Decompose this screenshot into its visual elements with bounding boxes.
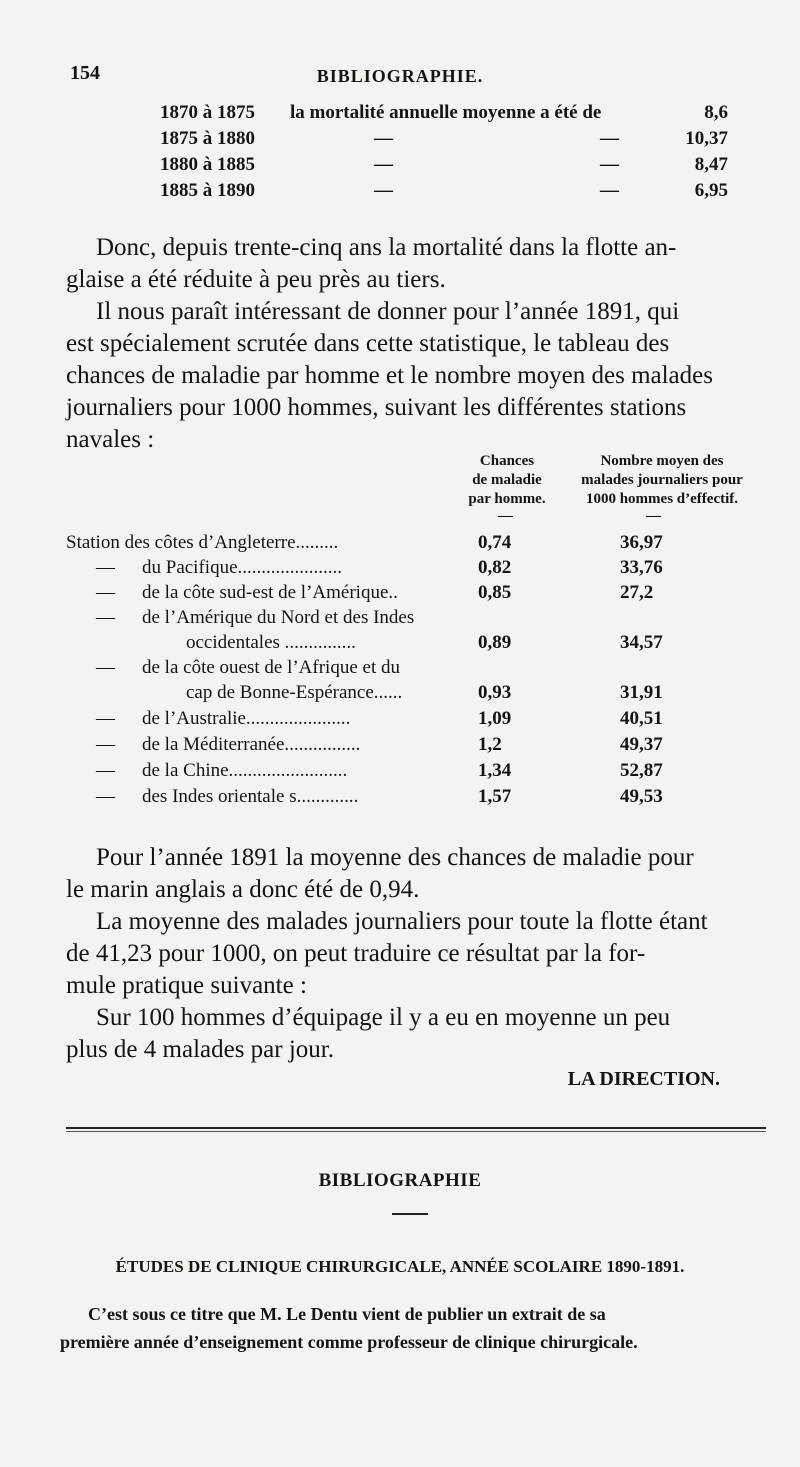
bibliography-heading: BIBLIOGRAPHIE xyxy=(318,1170,482,1191)
heading-rule xyxy=(392,1213,428,1215)
running-head: BIBLIOGRAPHIE. xyxy=(316,66,484,86)
document-page: 154 BIBLIOGRAPHIE. 1870 à 1875 la mortalité annuelle moyenne a été de 8,6 1875 à 1880 — — 10,37 1880 à 1885 — — 8,47 1885 à 1890 — — 6,95 Donc, depuis trente-cinq ans la mortalité dans la flotte an- glaise a été réduite à peu près au tiers. Il nous paraît intéressant de donner pour l’année 1891, qui est spécialement scrutée dans cette statistique, le tableau des chances de maladie par homme et le nombre moyen des malades journaliers pour 1000 hommes, suivant les différentes stations navales : Chances de maladie par homme. Nombre moyen des malades journaliers pour 1000 hommes d’effectif. — — Station des côtes d’Angleterre......... 0,74 36,97 — du Pacifique...................... 0,82 33,76 — de la côte sud-est de l’Amérique.. 0,85 27,2 — de l’Amérique du Nord et des Indes occidentales ............... 0,89 34,57 — de la côte ouest de l’Afrique et du cap de Bonne-Espérance...... 0,93 31,91 — de l’Australie...................... 1,09 40,51 — de la Méditerranée................ 1,2 49,37 — de la Chine......................... 1,34 52,87 — des Indes orientale s............. 1,57 49,53 Pour l’année 1891 la moyenne des chances de maladie pour le marin anglais a donc été de 0,94. La moyenne des malades journaliers pour toute la flotte étant de 41,23 pour 1000, on peut traduire ce résultat par la for- mule pratique suivante : Sur 100 hommes d’équipage il y a eu en moyenne un peu plus de 4 malades par jour. LA DIRECTION. BIBLIOGRAPHIE ÉTUDES DE CLINIQUE CHIRURGICALE, ANNÉE SCOLAIRE 1890-1891. C’est sous ce titre que M. Le Dentu vient de publier un extrait de sa première année d’enseignement comme professeur de clinique chirurgicale. xyxy=(0,0,800,1467)
table-row: — de l’Amérique du Nord et des Indes xyxy=(96,607,415,628)
table-row: — de la Chine......................... 1,34 52,87 xyxy=(96,760,663,781)
table-row: Station des côtes d’Angleterre......... 0,74 36,97 xyxy=(66,532,663,553)
page-number: 154 xyxy=(70,62,100,84)
paragraph-conclusion: Donc, depuis trente-cinq ans la mortalité dans la flotte an- glaise a été réduite à peu près au tiers. xyxy=(66,234,677,293)
section-divider-thin xyxy=(66,1131,766,1132)
column-rule: — xyxy=(646,508,661,524)
table-row: occidentales ............... 0,89 34,57 xyxy=(186,632,663,653)
bibliography-paragraph: C’est sous ce titre que M. Le Dentu vient de publier un extrait de sa première année d’enseignement comme professeur de clinique chirurgicale. xyxy=(60,1304,638,1352)
column-header-malades: Nombre moyen des malades journaliers pour 1000 hommes d’effectif. xyxy=(581,453,743,507)
book-title: ÉTUDES DE CLINIQUE CHIRURGICALE, ANNÉE SCOLAIRE 1890-1891. xyxy=(115,1257,685,1276)
table-row: — de la Méditerranée................ 1,2 49,37 xyxy=(96,734,663,755)
table-row: — du Pacifique...................... 0,82 33,76 xyxy=(96,557,663,578)
table-row: — des Indes orientale s............. 1,57 49,53 xyxy=(96,786,663,807)
section-divider xyxy=(66,1127,766,1129)
paragraph-intro-table: Il nous paraît intéressant de donner pour l’année 1891, qui est spécialement scrutée dans cette statistique, le tableau des chances de maladie par homme et le nombre moyen des malades journaliers pour 1000 hommes, suivant les différentes stations navales : xyxy=(66,298,713,453)
column-header-chances: Chances de maladie par homme. xyxy=(468,453,546,507)
column-rule: — xyxy=(498,508,513,524)
table-row: — de la côte sud-est de l’Amérique.. 0,85 27,2 xyxy=(96,582,654,603)
signature: LA DIRECTION. xyxy=(567,1068,720,1090)
table-row: cap de Bonne-Espérance...... 0,93 31,91 xyxy=(186,682,663,703)
table-row: — de l’Australie...................... 1,09 40,51 xyxy=(96,708,663,729)
paragraph-results: Pour l’année 1891 la moyenne des chances de maladie pour le marin anglais a donc été de 0,94. La moyenne des malades journaliers pour toute la flotte étant de 41,23 pour 1000, on peut traduire ce résultat par la for- mule pratique suivante : Sur 100 hommes d’équipage il y a eu en moyenne un peu plus de 4 malades par jour. xyxy=(66,844,708,1063)
table-row: — de la côte ouest de l’Afrique et du xyxy=(96,657,400,678)
